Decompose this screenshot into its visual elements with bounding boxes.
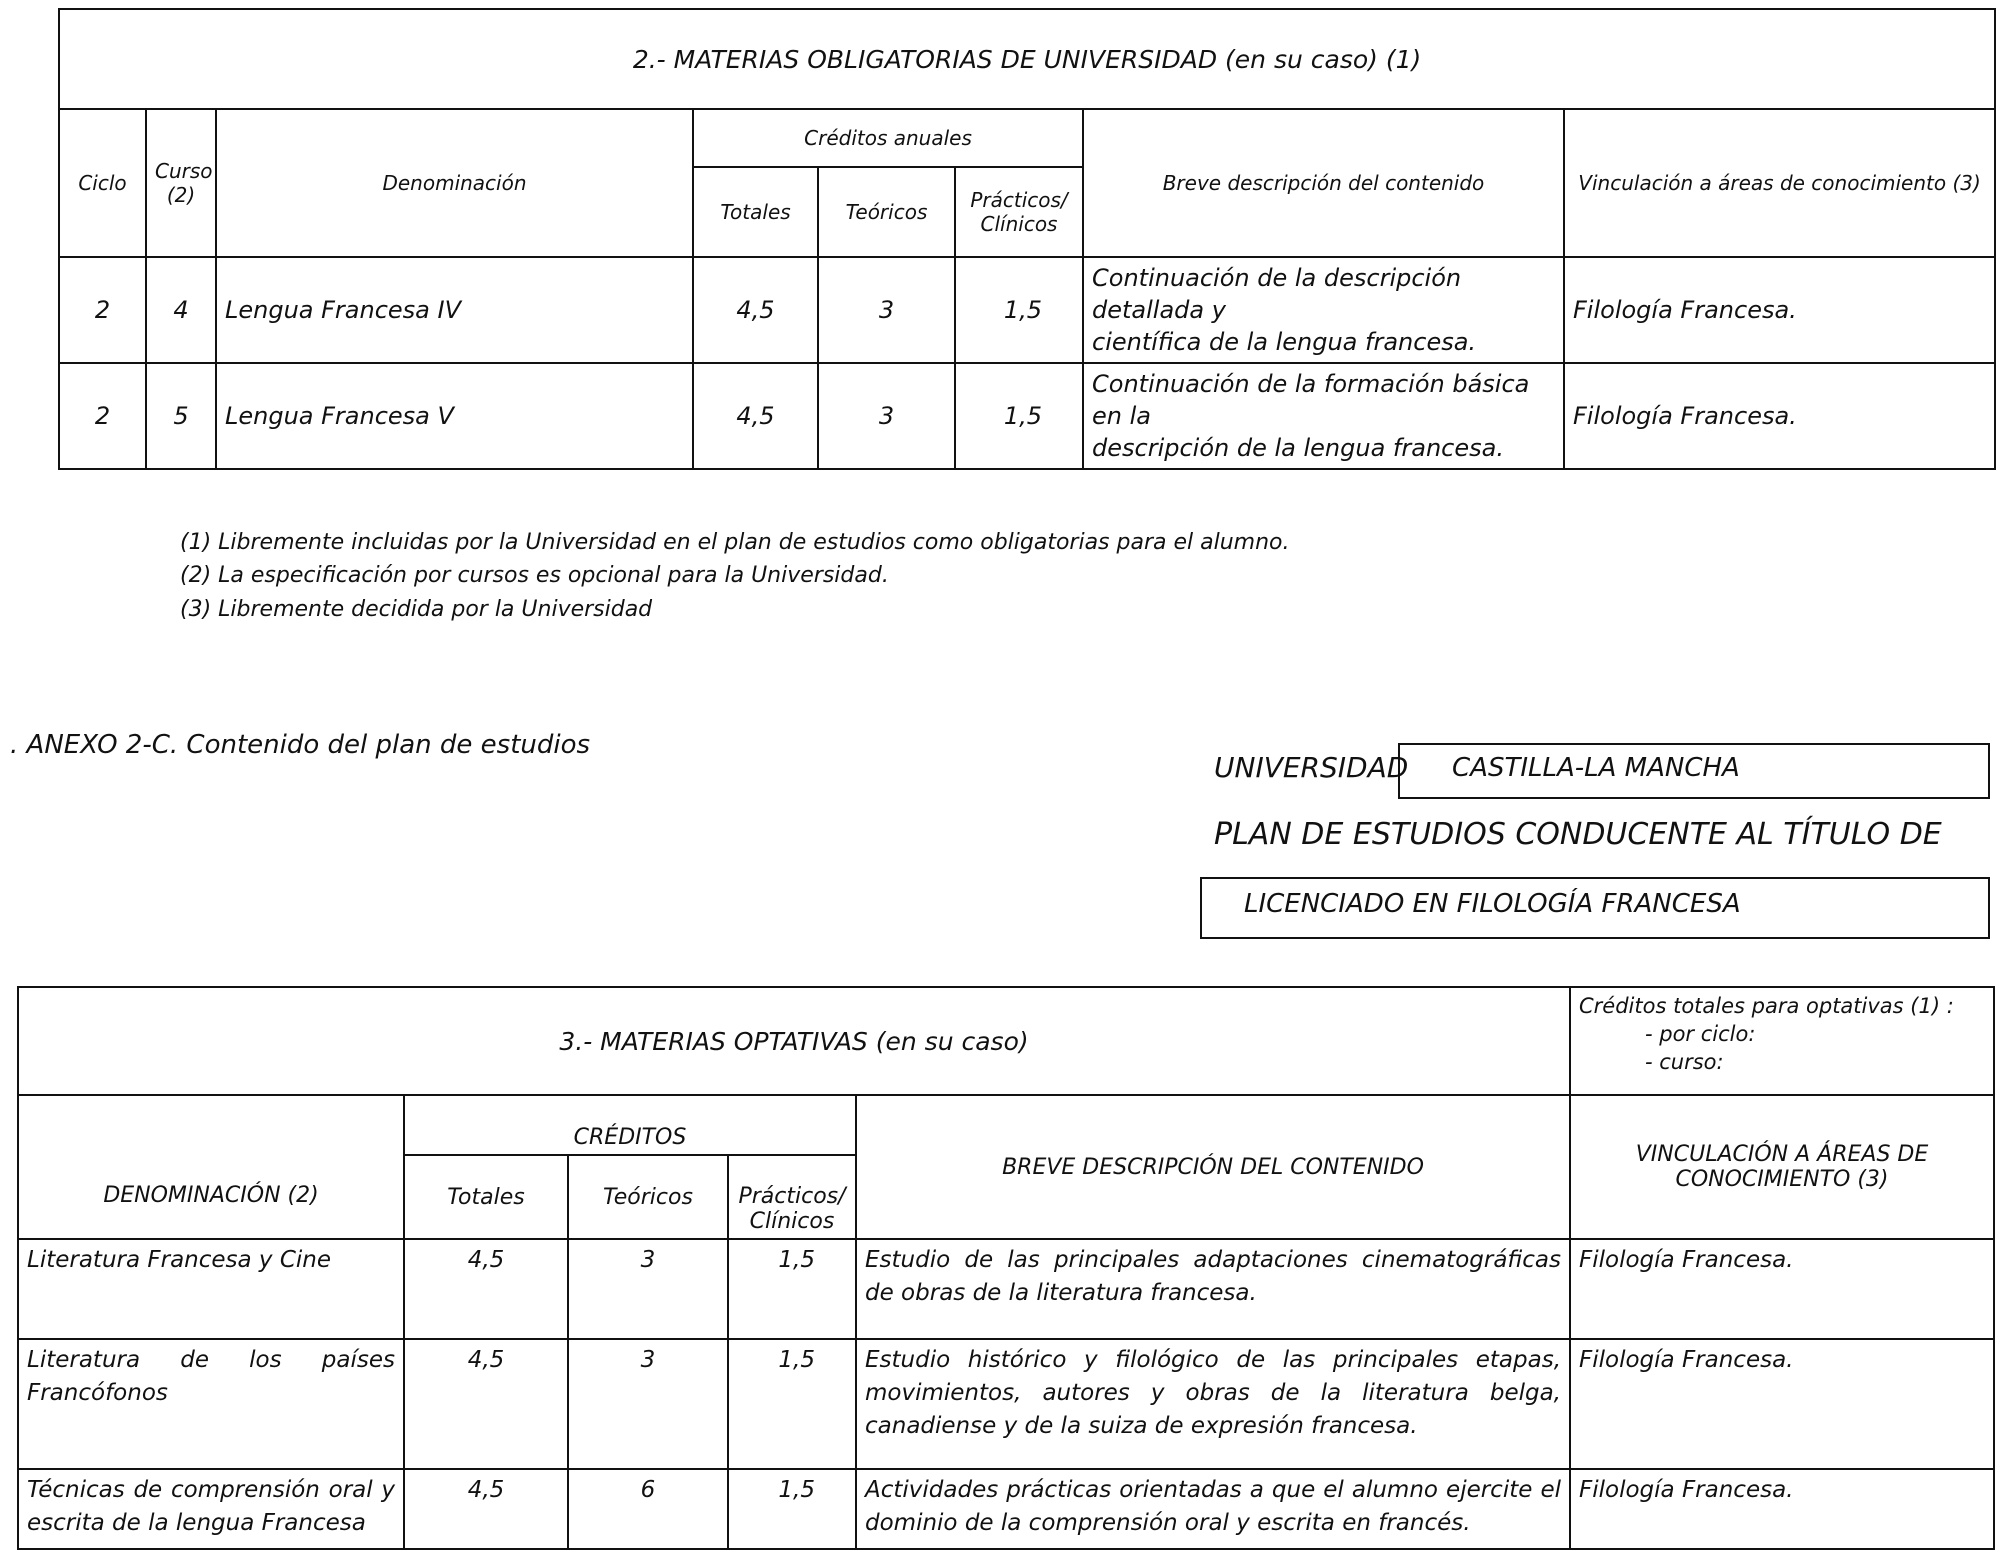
cell-totales: 4,5 [404,1469,568,1549]
header-practicos-label: Prácticos/ [970,188,1068,212]
cell-totales: 4,5 [404,1239,568,1339]
cell-vinculacion: Filología Francesa. [1570,1339,1994,1469]
cell-descripcion: Actividades prácticas orientadas a que el alumno ejercite el dominio de la comprensión oral y escrita en francés. [856,1469,1570,1549]
cell-descripcion: Estudio de las principales adaptaciones cinematográficas de obras de la literatura francesa. [856,1239,1570,1339]
cell-descripcion-line: científica de la lengua francesa. [1092,328,1477,356]
header-totales: Totales [404,1155,568,1239]
cell-descripcion [1083,257,1564,363]
cell-descripcion [1083,363,1564,469]
cell-denominacion: Literatura Francesa y Cine [18,1239,404,1339]
optativas-por-ciclo: - por ciclo: [1645,1022,1756,1046]
cell-descripcion-line: Continuación de la descripción detallada y [1092,264,1462,324]
cell-totales: 4,5 [404,1339,568,1469]
plan-title: PLAN DE ESTUDIOS CONDUCENTE AL TÍTULO DE [1214,817,1942,852]
cell-practicos: 1,5 [955,257,1083,363]
header-creditos: CRÉDITOS [404,1095,856,1155]
header-denominacion: DENOMINACIÓN (2) [18,1095,404,1239]
cell-practicos: 1,5 [728,1239,856,1339]
table-title-row [18,987,1994,1095]
cell-denominacion: Lengua Francesa V [216,363,693,469]
header-vinculacion [1570,1095,1994,1239]
header-vinculacion: Vinculación a áreas de conocimiento (3) [1564,109,1995,257]
cell-descripcion-line: Continuación de la formación básica en la [1092,370,1530,430]
cell-descripcion: Estudio histórico y filológico de las principales etapas, movimientos, autores y obras de la literatura belga, canadiense y de la suiza de expresión francesa. [856,1339,1570,1469]
table-row [18,1339,1994,1469]
university-label: UNIVERSIDAD [1214,751,1409,784]
cell-teoricos: 3 [818,257,955,363]
optativas-credits-label: Créditos totales para optativas (1) : [1579,994,1954,1018]
annex-title: . ANEXO 2-C. Contenido del plan de estudios [10,730,591,760]
cell-teoricos: 3 [568,1239,728,1339]
table-row [18,1469,1994,1549]
cell-practicos: 1,5 [728,1469,856,1549]
header-totales: Totales [693,167,818,257]
table1-title: 2.- MATERIAS OBLIGATORIAS DE UNIVERSIDAD (en su caso) (1) [59,9,1995,109]
compulsory-subjects-table [58,8,1996,470]
header-row [59,109,1995,167]
cell-vinculacion: Filología Francesa. [1564,257,1995,363]
header-practicos [955,167,1083,257]
header-row [18,1095,1994,1155]
cell-descripcion-line: descripción de la lengua francesa. [1092,434,1504,462]
cell-ciclo: 2 [59,257,146,363]
footnote-1: (1) Libremente incluidas por la Universidad en el plan de estudios como obligatorias para el alumno. [180,530,1290,555]
header-teoricos: Teóricos [818,167,955,257]
header-creditos: Créditos anuales [693,109,1083,167]
header-denominacion: Denominación [216,109,693,257]
table2-title: 3.- MATERIAS OPTATIVAS (en su caso) [18,987,1570,1095]
header-curso-label: Curso [155,159,213,183]
cell-totales: 4,5 [693,363,818,469]
table-row [59,257,1995,363]
table-row [59,363,1995,469]
cell-teoricos: 3 [568,1339,728,1469]
cell-vinculacion: Filología Francesa. [1564,363,1995,469]
header-clinicos-label: Clínicos [980,212,1058,236]
optativas-curso: - curso: [1645,1050,1724,1074]
header-teoricos: Teóricos [568,1155,728,1239]
cell-teoricos: 3 [818,363,955,469]
optativas-credits-box [1570,987,1994,1095]
header-clinicos-label: Clínicos [749,1209,835,1234]
cell-ciclo: 2 [59,363,146,469]
cell-practicos: 1,5 [728,1339,856,1469]
cell-denominacion: Lengua Francesa IV [216,257,693,363]
cell-teoricos: 6 [568,1469,728,1549]
header-descripcion: BREVE DESCRIPCIÓN DEL CONTENIDO [856,1095,1570,1239]
header-curso-note: (2) [166,183,196,207]
header-vinculacion-line: CONOCIMIENTO (3) [1675,1167,1889,1192]
footnote-3: (3) Libremente decidida por la Universidad [180,597,653,622]
cell-curso: 5 [146,363,216,469]
footnote-2: (2) La especificación por cursos es opcional para la Universidad. [180,563,889,588]
header-vinculacion-line: VINCULACIÓN A ÁREAS DE [1635,1142,1929,1167]
cell-practicos: 1,5 [955,363,1083,469]
cell-denominacion: Técnicas de comprensión oral y escrita de la lengua Francesa [18,1469,404,1549]
header-practicos [728,1155,856,1239]
cell-denominacion: Literatura de los países Francófonos [18,1339,404,1469]
header-practicos-label: Prácticos/ [738,1184,846,1209]
optional-subjects-table [17,986,1995,1550]
university-value-box: CASTILLA-LA MANCHA [1398,743,1990,799]
header-curso [146,109,216,257]
degree-box: LICENCIADO EN FILOLOGÍA FRANCESA [1200,877,1990,939]
header-ciclo: Ciclo [59,109,146,257]
header-descripcion: Breve descripción del contenido [1083,109,1564,257]
table-row [18,1239,1994,1339]
table-title-row [59,9,1995,109]
cell-vinculacion: Filología Francesa. [1570,1469,1994,1549]
cell-curso: 4 [146,257,216,363]
cell-totales: 4,5 [693,257,818,363]
cell-vinculacion: Filología Francesa. [1570,1239,1994,1339]
